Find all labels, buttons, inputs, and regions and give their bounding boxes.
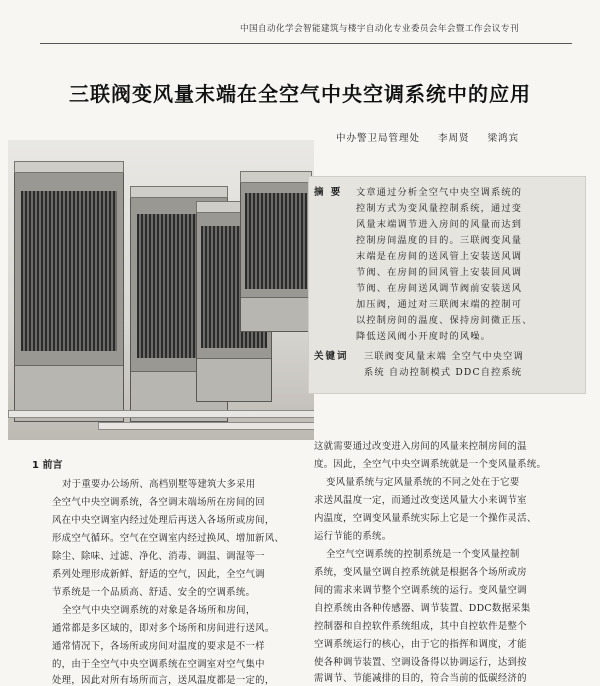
body-line: 除尘、除味、过滤、净化、消毒、调温、调湿等一 [52,551,265,562]
body-line: 使各种调节装置、空调设备得以协调运行，达到按 [314,657,527,668]
body-line: 全空气中央空调系统，各空调末端场所在房间的回 [52,497,265,508]
body-line: 的，由于全空气中央空调系统在空调室对空气集中 [52,659,265,670]
author-name: 梁鸿宾 [487,133,520,144]
body-line: 全空气空调系统的控制系统是一个变风量控制 [326,549,520,560]
body-line: 对于重要办公场所、高档别墅等建筑大多采用 [62,479,256,490]
body-line: 空调系统运行的核心，由于它的指挥和调度，才能 [314,639,527,650]
abstract-line: 控制房间温度的目的。三联阀变风量 [356,235,523,246]
running-header: 中国自动化学会智能建筑与楼宇自动化专业委员会年会暨工作会议专刊 [240,24,519,34]
author-name: 李周贤 [438,133,470,144]
body-line: 处理，因此对所有场所而言，送风温度都是一定的， [52,675,275,686]
body-line: 自控系统由各种传感器、调节装置、DDC数据采集 [314,603,531,614]
ac-unit [14,170,124,422]
body-line: 全空气中央空调系统的对象是各场所和房间， [62,605,256,616]
abstract-line: 以控制房间的温度、保持房间微正压、 [356,315,533,326]
abstract-line: 末端是在房间的送风管上安装送风调 [356,251,523,262]
body-line: 运行节能的系统。 [314,531,392,542]
body-line: 通常都是多区域的，即对多个场所和房间进行送风。 [52,623,275,634]
body-line: 系列处理形成新鲜、舒适的空气，因此，全空气调 [52,569,265,580]
body-line: 系统，变风量空调自控系统就是根据各个场所或房 [314,567,527,578]
body-line: 形成空气循环。空气在空调室内经过换风、增加新风、 [52,533,285,544]
abstract-line: 控制方式为变风量控制系统，通过变 [356,203,523,214]
article-title: 三联阀变风量末端在全空气中央空调系统中的应用 [69,82,531,106]
body-line: 节系统是一个品质高、舒适、安全的空调系统。 [52,587,256,598]
section-heading: 1 前言 [32,460,63,471]
body-line: 求送风温度一定，而通过改变送风量大小来调节室 [314,495,527,506]
keywords-label: 关键词 [314,351,349,362]
abstract-line: 加压阀，通过对三联阀末端的控制可 [356,299,523,310]
body-line: 需调节、节能减排的目的，符合当前的低碳经济的 [314,673,527,684]
abstract-line: 文章通过分析全空气中央空调系统的 [356,187,523,198]
body-line: 通常情况下，各场所或房间对温度的要求是不一样 [52,641,265,652]
pipe [8,410,314,418]
abstract-label: 摘 要 [314,187,343,198]
abstract-line: 节阀、在房间的回风管上安装回风调 [356,267,523,278]
body-line: 变风量系统与定风量系统的不同之处在于它要 [326,477,520,488]
photo-outdoor-ac-units [8,140,314,440]
keywords-line: 系统 自动控制模式 DDC自控系统 [364,367,523,378]
abstract-line: 节阀、在房间送风调节阀前安装送风 [356,283,523,294]
abstract-line: 降低送风阀小开度时的风噪。 [356,331,492,342]
body-line: 间的需求来调节整个空调系统的运行。变风量空调 [314,585,527,596]
ac-unit [240,180,312,332]
abstract-line: 风量末端调节进入房间的风量而达到 [356,219,523,230]
pipe [98,422,314,430]
body-line: 控制器和自控软件系统组成，其中自控软件是整个 [314,621,527,632]
body-line: 内温度，空调变风量系统实际上它是一个操作灵活、 [314,513,537,524]
body-line: 风在中央空调室内经过处理后再送入各场所或房间， [52,515,275,526]
body-line: 度。因此，全空气中央空调系统就是一个变风量系统。 [314,459,547,470]
keywords-line: 三联阀变风量末端 全空气中央空调 [364,351,524,362]
body-line: 这就需要通过改变进入房间的风量来控制房间的温 [314,441,527,452]
authors [336,130,533,144]
header-rule [40,43,572,44]
author-affiliation: 中办警卫局管理处 [336,133,421,144]
